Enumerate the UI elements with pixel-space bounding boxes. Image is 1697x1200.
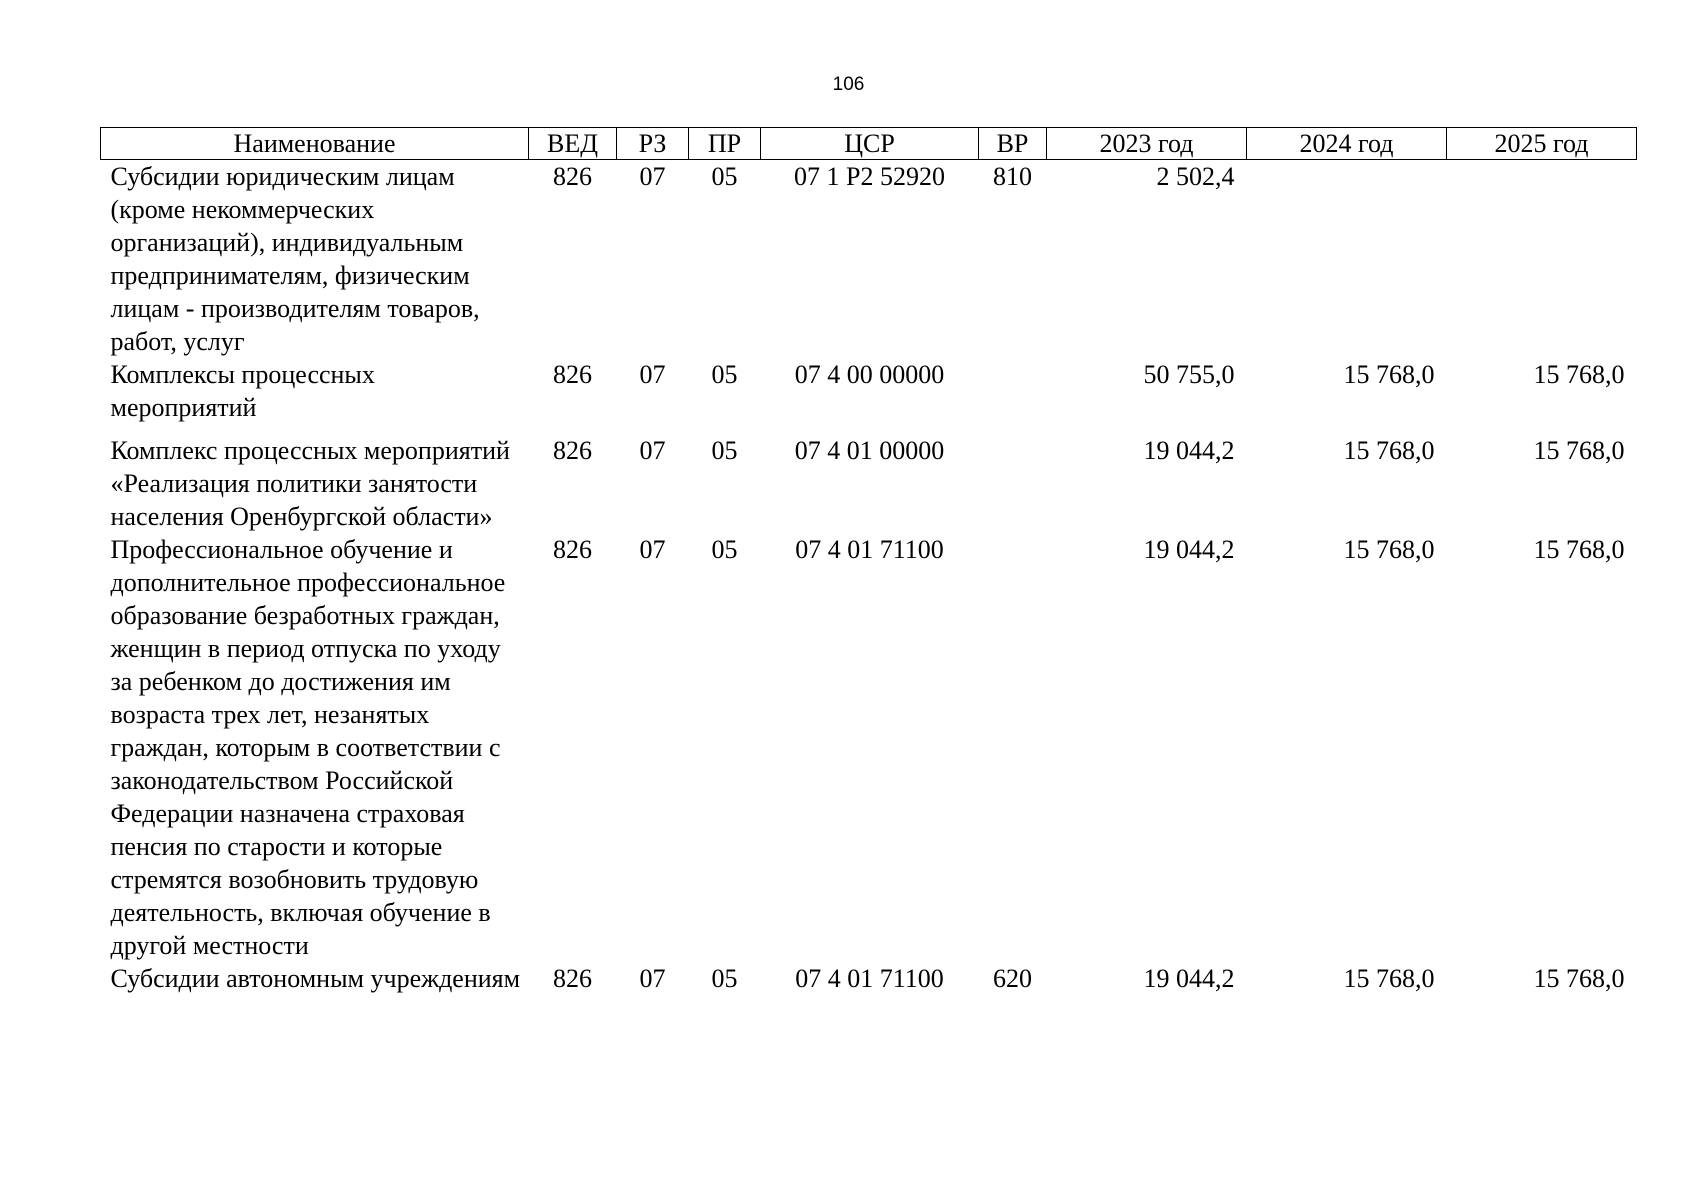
table-header-row <box>101 128 1637 160</box>
row-rz: 07 <box>639 964 666 993</box>
header-name: Наименование <box>101 128 529 160</box>
row-2023: 2 502,4 <box>1156 162 1235 191</box>
row-2024 <box>1247 160 1447 359</box>
row-csr: 07 4 00 00000 <box>794 360 945 389</box>
row-2025: 15 768,0 <box>1533 436 1625 465</box>
row-vr: 810 <box>993 162 1032 191</box>
row-name: Профессиональное обучение и дополнительное профессиональное образование безработных граждан, женщин в период отпуска по уходу за ребенком до достижения им возраста трех лет, незанятых граждан, которым в соответствии с законодательством Российской Федерации назначена страховая пенсия по старости и которые стремятся возобновить трудовую деятельность, включая обучение в другой местности <box>110 535 506 960</box>
row-2025: 15 768,0 <box>1533 964 1625 993</box>
row-vr: 620 <box>993 964 1032 993</box>
row-ved: 826 <box>553 964 592 993</box>
header-ved: ВЕД <box>529 128 617 160</box>
table-row <box>101 358 1637 434</box>
row-csr: 07 4 01 71100 <box>795 535 944 564</box>
header-csr: ЦСР <box>761 128 979 160</box>
row-2025 <box>1447 160 1637 359</box>
header-2024: 2024 год <box>1247 128 1447 160</box>
budget-table <box>100 127 1637 995</box>
table-row <box>101 434 1637 533</box>
row-2025: 15 768,0 <box>1533 360 1625 389</box>
row-2023: 50 755,0 <box>1143 360 1235 389</box>
row-csr: 07 1 Р2 52920 <box>794 162 945 191</box>
row-2025: 15 768,0 <box>1533 535 1625 564</box>
row-name: Комплекс процессных мероприятий «Реализация политики занятости населения Оренбургской области» <box>110 436 510 531</box>
table-row <box>101 962 1637 995</box>
row-pr: 05 <box>711 535 738 564</box>
row-pr: 05 <box>711 964 738 993</box>
row-2023: 19 044,2 <box>1143 436 1235 465</box>
header-2025: 2025 год <box>1447 128 1637 160</box>
table-row <box>101 160 1637 359</box>
header-2023: 2023 год <box>1047 128 1247 160</box>
row-vr <box>979 358 1047 434</box>
row-pr: 05 <box>711 360 738 389</box>
row-pr: 05 <box>711 436 738 465</box>
row-csr: 07 4 01 00000 <box>794 436 945 465</box>
row-2024: 15 768,0 <box>1343 360 1435 389</box>
table-row <box>101 533 1637 962</box>
page-number: 106 <box>832 74 865 95</box>
row-rz: 07 <box>639 360 666 389</box>
header-rz: РЗ <box>617 128 689 160</box>
header-pr: ПР <box>689 128 761 160</box>
row-rz: 07 <box>639 535 666 564</box>
row-name: Субсидии автономным учреждениям <box>110 964 521 993</box>
row-ved: 826 <box>553 436 592 465</box>
row-ved: 826 <box>553 162 592 191</box>
row-rz: 07 <box>639 162 666 191</box>
row-csr: 07 4 01 71100 <box>795 964 944 993</box>
row-2023: 19 044,2 <box>1143 964 1235 993</box>
header-vr: ВР <box>979 128 1047 160</box>
row-ved: 826 <box>553 535 592 564</box>
row-pr: 05 <box>711 162 738 191</box>
row-name: Субсидии юридическим лицам (кроме некоммерческих организаций), индивидуальным предпринимателям, физическим лицам - производителям товаров, работ, услуг <box>110 162 480 356</box>
row-name: Комплексы процессных мероприятий <box>110 360 375 422</box>
row-vr <box>979 434 1047 533</box>
row-2024: 15 768,0 <box>1343 535 1435 564</box>
row-2024: 15 768,0 <box>1343 964 1435 993</box>
row-rz: 07 <box>639 436 666 465</box>
row-vr <box>979 533 1047 962</box>
row-2024: 15 768,0 <box>1343 436 1435 465</box>
row-2023: 19 044,2 <box>1143 535 1235 564</box>
row-ved: 826 <box>553 360 592 389</box>
